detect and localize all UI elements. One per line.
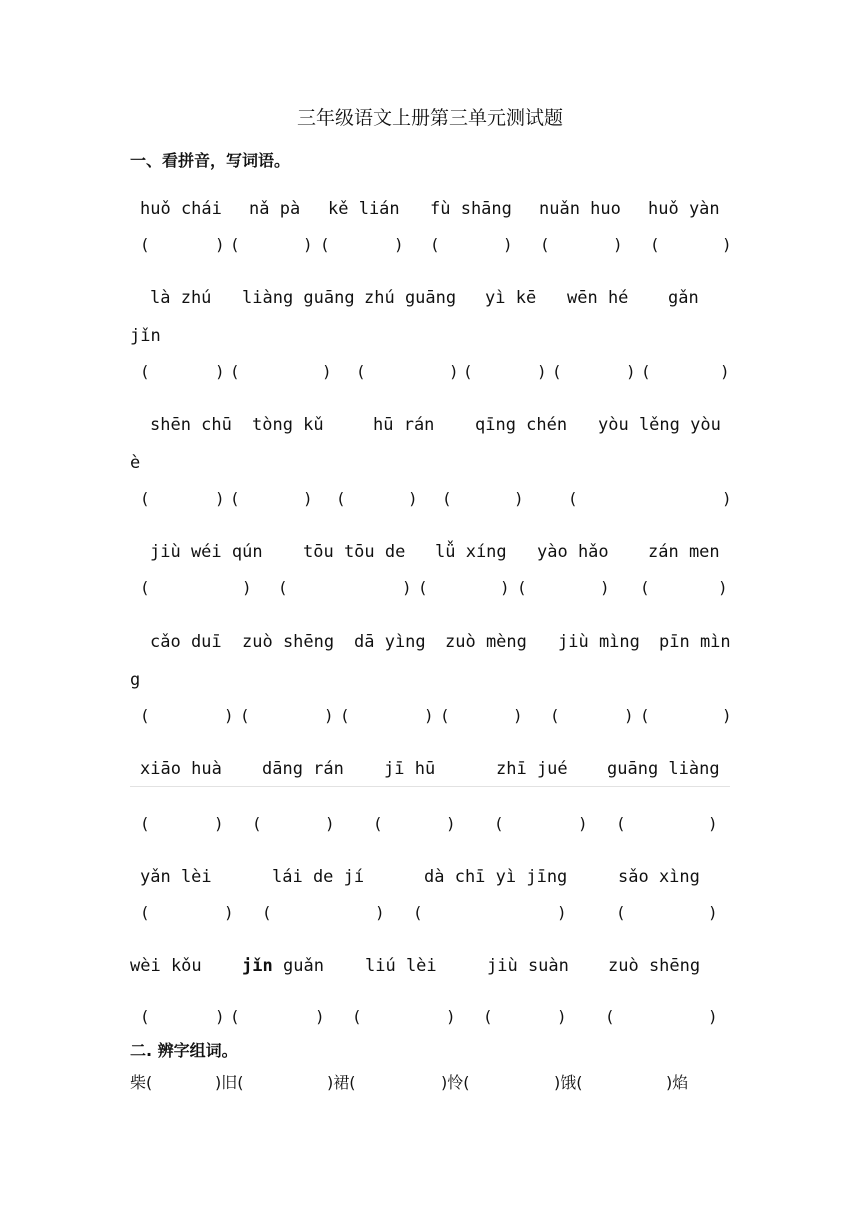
- pinyin-word: wèi kǒu: [130, 956, 202, 976]
- paren-open: (: [640, 578, 650, 597]
- paren-close: ): [708, 1007, 718, 1026]
- paren-close: ): [215, 235, 225, 254]
- pinyin-word: tòng kǔ: [252, 415, 324, 435]
- pinyin-word: yì kē: [485, 288, 537, 308]
- paren-close: ): [324, 706, 334, 725]
- pinyin-row-6: [130, 755, 735, 783]
- page-title: 三年级语文上册第三单元测试题: [296, 107, 563, 129]
- pinyin-word: jiù suàn: [487, 956, 569, 976]
- pinyin-row-1: [130, 195, 735, 223]
- paren-open: (: [340, 706, 350, 725]
- pinyin-word: guāng liàng: [607, 759, 720, 779]
- pinyin-word: xiāo huà: [140, 759, 222, 779]
- pinyin-word: sǎo xìng: [618, 867, 700, 887]
- paren-close: ): [720, 362, 730, 381]
- pinyin-word: tōu tōu de: [303, 542, 406, 562]
- paren-open: (: [262, 903, 272, 922]
- paren-close: ): [242, 578, 252, 597]
- pinyin-row-2: [130, 284, 735, 312]
- char-item: )饿(: [554, 1073, 583, 1092]
- pinyin-word: pīn mìn: [659, 632, 731, 652]
- paren-open: (: [640, 706, 650, 725]
- paren-close: ): [424, 706, 434, 725]
- answer-blanks-row-3[interactable]: [130, 485, 735, 513]
- paren-close: ): [215, 362, 225, 381]
- pinyin-word: jī hū: [384, 759, 436, 779]
- char-item: 柴(: [130, 1073, 153, 1092]
- paren-close: ): [557, 1007, 567, 1026]
- char-item: )怜(: [441, 1073, 470, 1092]
- paren-close: ): [325, 814, 335, 833]
- paren-open: (: [650, 235, 660, 254]
- pinyin-word: lǚ xíng: [435, 542, 507, 562]
- pinyin-wrap: è: [130, 453, 141, 473]
- answer-blanks-row-5[interactable]: [130, 702, 735, 730]
- paren-open: (: [230, 489, 240, 508]
- paren-open: (: [230, 1007, 240, 1026]
- char-groups-row[interactable]: [130, 1069, 735, 1097]
- paren-close: ): [214, 814, 224, 833]
- pinyin-word: nuǎn huo: [539, 199, 621, 219]
- paren-open: (: [356, 362, 366, 381]
- paren-open: (: [442, 489, 452, 508]
- paren-open: (: [320, 235, 330, 254]
- paren-open: (: [352, 1007, 362, 1026]
- paren-open: (: [140, 578, 150, 597]
- section-2-heading: 二. 辨字组词。: [130, 1041, 238, 1060]
- pinyin-word: zhú guāng: [364, 288, 457, 308]
- paren-open: (: [252, 814, 262, 833]
- paren-close: ): [394, 235, 404, 254]
- paren-close: ): [449, 362, 459, 381]
- pinyin-word: zuò shēng: [242, 632, 335, 652]
- pinyin-word: jiù mìng: [558, 632, 640, 652]
- paren-open: (: [517, 578, 527, 597]
- paren-open: (: [230, 235, 240, 254]
- pinyin-word: yǎn lèi: [140, 867, 212, 887]
- paren-close: ): [537, 362, 547, 381]
- paren-close: ): [718, 578, 728, 597]
- paren-open: (: [278, 578, 288, 597]
- pinyin-word: jiù wéi qún: [150, 542, 263, 562]
- paren-open: (: [440, 706, 450, 725]
- paren-open: (: [463, 362, 473, 381]
- pinyin-word: hū rán: [373, 415, 435, 435]
- pinyin-word: yòu lěng yòu: [598, 415, 721, 435]
- paren-open: (: [373, 814, 383, 833]
- pinyin-wrap: g: [130, 670, 141, 690]
- paren-open: (: [568, 489, 578, 508]
- paren-close: ): [224, 706, 234, 725]
- pinyin-row-3: [130, 411, 735, 439]
- paren-close: ): [322, 362, 332, 381]
- paren-open: (: [240, 706, 250, 725]
- answer-blanks-row-1[interactable]: [130, 231, 735, 259]
- paren-close: ): [626, 362, 636, 381]
- paren-open: (: [140, 814, 150, 833]
- paren-close: ): [446, 814, 456, 833]
- paren-close: ): [708, 814, 718, 833]
- char-item: )裙(: [327, 1073, 356, 1092]
- paren-open: (: [140, 1007, 150, 1026]
- answer-blanks-row-4[interactable]: [130, 574, 735, 602]
- paren-close: ): [722, 489, 732, 508]
- paren-close: ): [303, 235, 313, 254]
- pinyin-word: dāng rán: [262, 759, 344, 779]
- paren-open: (: [140, 706, 150, 725]
- pinyin-word: guǎn: [283, 956, 324, 976]
- paren-close: ): [303, 489, 313, 508]
- paren-open: (: [430, 235, 440, 254]
- section-1-heading: 一、看拼音，写词语。: [130, 151, 291, 170]
- answer-blanks-row-7[interactable]: [130, 899, 735, 927]
- paren-open: (: [140, 362, 150, 381]
- pinyin-word: fù shāng: [430, 199, 512, 219]
- paren-open: (: [418, 578, 428, 597]
- pinyin-row-4: [130, 538, 735, 566]
- pinyin-word: qīng chén: [475, 415, 568, 435]
- paren-open: (: [336, 489, 346, 508]
- pinyin-word: yào hǎo: [537, 542, 609, 562]
- row-divider: [130, 786, 730, 787]
- pinyin-row-5: [130, 628, 735, 656]
- paren-close: ): [224, 903, 234, 922]
- paren-close: ): [513, 706, 523, 725]
- paren-close: ): [315, 1007, 325, 1026]
- pinyin-word: nǎ pà: [249, 199, 301, 219]
- paren-open: (: [483, 1007, 493, 1026]
- paren-open: (: [616, 903, 626, 922]
- paren-close: ): [624, 706, 634, 725]
- pinyin-word: zuò mèng: [445, 632, 527, 652]
- pinyin-row-8: [130, 952, 735, 980]
- pinyin-word: wēn hé: [567, 288, 629, 308]
- paren-close: ): [215, 1007, 225, 1026]
- paren-close: ): [446, 1007, 456, 1026]
- pinyin-word: liú lèi: [365, 956, 437, 976]
- paren-close: ): [408, 489, 418, 508]
- paren-close: ): [215, 489, 225, 508]
- paren-open: (: [550, 706, 560, 725]
- paren-close: ): [578, 814, 588, 833]
- paren-open: (: [641, 362, 651, 381]
- pinyin-word: zhī jué: [496, 759, 568, 779]
- paren-close: ): [514, 489, 524, 508]
- paren-close: ): [402, 578, 412, 597]
- paren-close: ): [375, 903, 385, 922]
- pinyin-word: liàng guāng: [242, 288, 355, 308]
- paren-open: (: [140, 235, 150, 254]
- pinyin-word: zuò shēng: [608, 956, 701, 976]
- paren-open: (: [540, 235, 550, 254]
- paren-close: ): [613, 235, 623, 254]
- pinyin-word: gǎn: [668, 288, 699, 308]
- char-item: )旧(: [215, 1073, 244, 1092]
- paren-close: ): [503, 235, 513, 254]
- char-item: )焰: [666, 1073, 689, 1092]
- paren-open: (: [494, 814, 504, 833]
- answer-blanks-row-2[interactable]: [130, 358, 735, 386]
- paren-close: ): [600, 578, 610, 597]
- pinyin-word: huǒ chái: [140, 199, 222, 219]
- pinyin-word: cǎo duī: [150, 632, 222, 652]
- paren-open: (: [616, 814, 626, 833]
- pinyin-word: jǐn: [242, 956, 273, 976]
- paren-open: (: [552, 362, 562, 381]
- answer-blanks-row-6[interactable]: [130, 810, 735, 838]
- pinyin-word: zán men: [648, 542, 720, 562]
- paren-close: ): [722, 706, 732, 725]
- pinyin-word: là zhú: [150, 288, 212, 308]
- pinyin-word: shēn chū: [150, 415, 232, 435]
- pinyin-word: lái de jí: [272, 867, 365, 887]
- paren-close: ): [722, 235, 732, 254]
- pinyin-word: dā yìng: [354, 632, 426, 652]
- pinyin-wrap: jǐn: [130, 326, 161, 346]
- pinyin-word: huǒ yàn: [648, 199, 720, 219]
- paren-close: ): [557, 903, 567, 922]
- pinyin-word: kě lián: [328, 199, 400, 219]
- pinyin-word: dà chī yì jīng: [424, 867, 568, 887]
- paren-close: ): [708, 903, 718, 922]
- paren-close: ): [500, 578, 510, 597]
- paren-open: (: [140, 903, 150, 922]
- paren-open: (: [140, 489, 150, 508]
- paren-open: (: [413, 903, 423, 922]
- pinyin-row-7: [130, 863, 735, 891]
- answer-blanks-row-8[interactable]: [130, 1003, 735, 1031]
- paren-open: (: [605, 1007, 615, 1026]
- paren-open: (: [230, 362, 240, 381]
